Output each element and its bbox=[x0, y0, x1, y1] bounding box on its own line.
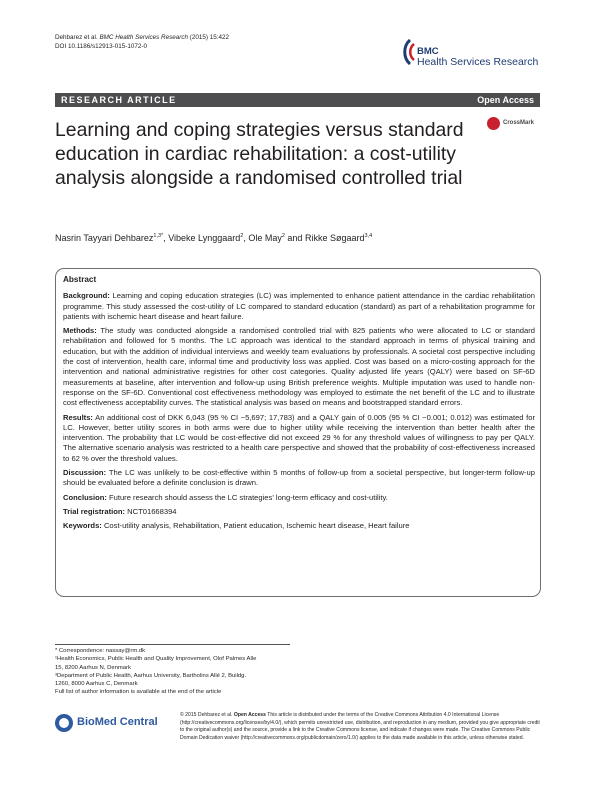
abstract-section-text: Cost-utility analysis, Rehabilitation, Patient education, Ischemic heart disease, Heart failure bbox=[101, 521, 410, 531]
logo-journal-name: Health Services Research bbox=[417, 56, 539, 68]
abstract-section-label: Results: bbox=[63, 412, 93, 422]
author-affiliation: 2 bbox=[281, 233, 285, 239]
logo-brand: BMC bbox=[417, 46, 439, 57]
author-name: Ole May bbox=[248, 233, 282, 243]
footnote-divider bbox=[55, 644, 290, 645]
abstract-section-label: Methods: bbox=[63, 326, 97, 336]
footnote-line: 1260, 8000 Aarhus C, Denmark bbox=[55, 681, 138, 688]
abstract-section bbox=[63, 468, 535, 489]
crossmark-label: CrossMark bbox=[503, 120, 535, 126]
abstract-box bbox=[55, 268, 541, 597]
author-separator: , bbox=[243, 233, 249, 243]
abstract-section-text: The study was conducted alongside a randomised controlled trial with 825 patients who were allocated to LC or standard rehabilitation and followed for 5 months. The LC approach was identical to the standard approach in terms of physical training and education, but with the addition of individual interviews and weekly team evaluations by professionals. A societal cost perspective including the cost of intervention, health care, informal time and productivity loss was applied. Cost was based on a micro-costing approach for the intervention and national administrative registries for other cost categories. Quality adjusted life years (QALY) were based on SF-6D measurements at baseline, after intervention and follow-up using British preference weights. Multiple imputation was used to handle non-response on the SF-6D. Conventional cost effectiveness methodology was employed to estimate the net benefit of the LC and to illustrate cost effectiveness acceptability curves. The statistical analysis was based on means and bootstrapped standard errors. bbox=[63, 326, 535, 408]
abstract-section-text: Learning and coping education strategies (LC) was implemented to enhance patient attendance in the cardiac rehabilitation programme. This study assessed the cost-utility of LC compared to standard education (standard) as part of a rehabilitation programme for patients with ischemic heart disease and heart failure. bbox=[63, 291, 535, 321]
footnote-line: ¹Health Economics, Public Health and Quality Improvement, Olof Palmes Alle bbox=[55, 656, 257, 663]
footnote-line: 15, 8200 Aarhus N, Denmark bbox=[55, 664, 131, 671]
license-statement bbox=[180, 712, 542, 743]
copyright-lead: © 2015 Dehbarez et al. bbox=[180, 712, 234, 718]
author-affiliation: 3,4 bbox=[364, 233, 373, 239]
author-name: Vibeke Lynggaard bbox=[168, 233, 241, 243]
abstract-section bbox=[63, 326, 535, 408]
abstract-section-text: The LC was unlikely to be cost-effective within 5 months of follow-up from a societal perspective, but longer-term follow-up should be evaluated before a definite conclusion is drawn. bbox=[63, 468, 535, 488]
citation-doi: DOI 10.1186/s12913-015-1072-0 bbox=[55, 43, 147, 50]
open-access-label: Open Access bbox=[477, 95, 534, 105]
abstract-section-text: NCT01668394 bbox=[125, 506, 177, 516]
abstract-section-label: Keywords: bbox=[63, 521, 102, 531]
article-type-banner bbox=[55, 93, 540, 107]
abstract-section bbox=[63, 493, 535, 503]
abstract-section-label: Background: bbox=[63, 291, 110, 301]
article-type: RESEARCH ARTICLE bbox=[61, 95, 177, 105]
abstract-heading: Abstract bbox=[63, 275, 97, 284]
journal-logo bbox=[400, 36, 545, 74]
citation-line1 bbox=[55, 33, 229, 42]
publisher-name: BioMed Central bbox=[77, 716, 158, 728]
abstract-section-text: Future research should assess the LC strategies' long-term efficacy and cost-utility. bbox=[106, 492, 388, 502]
footnote-line: Full list of author information is available at the end of the article bbox=[55, 689, 222, 696]
article-title: Learning and coping strategies versus standard education in cardiac rehabilitation: a cost-utility analysis alongside a randomised controlled trial bbox=[55, 119, 464, 189]
author-affiliation: 2 bbox=[240, 233, 244, 239]
biomed-central-icon bbox=[55, 714, 73, 732]
citation-authors: Dehbarez et al. bbox=[55, 34, 100, 41]
license-text: This article is distributed under the terms of the Creative Commons Attribution 4.0 International License (http://creativecommons.org/licenses/by/4.0/), which permits unrestricted use, distribution, and reproduction in any medium, provided you give appropriate credit to the original author(s) and the source, provide a link to the Creative Commons license, and indicate if changes were made. The Creative Commons Public Domain Dedication waiver (http://creativecommons.org/publicdomain/zero/1.0/) applies to the data made available in this article, unless otherwise stated. bbox=[180, 712, 540, 742]
citation-volume: (2015) 15:422 bbox=[188, 34, 229, 41]
abstract-section-label: Trial registration: bbox=[63, 506, 126, 516]
author-separator: , bbox=[163, 233, 169, 243]
crossmark-icon bbox=[487, 117, 500, 130]
citation-journal: BMC Health Services Research bbox=[99, 34, 189, 41]
footnote-line[interactable]: * Correspondence: nassay@rm.dk bbox=[55, 648, 146, 654]
abstract-section bbox=[63, 521, 535, 531]
footnotes bbox=[55, 647, 295, 697]
author-list bbox=[55, 233, 372, 243]
author-name: Nasrin Tayyari Dehbarez bbox=[55, 233, 154, 243]
citation bbox=[55, 33, 229, 51]
abstract-section-label: Discussion: bbox=[63, 468, 107, 478]
abstract-section-label: Conclusion: bbox=[63, 492, 107, 502]
abstract-section bbox=[63, 291, 535, 322]
publisher-logo bbox=[55, 713, 175, 733]
abstract-section bbox=[63, 507, 535, 517]
abstract-section-text: An additional cost of DKK 6,043 (95 % CI −5,697; 17,783) and a QALY gain of 0.005 (95 % CI −0.001; 0.012) was estimated for LC. However, better utility scores in both arms were due to higher utility while receiving the intervention than better health after the intervention. The probability that LC would be cost-effective did not exceed 29 % for any threshold values of willingness to pay per QALY. The alternative scenario analysis was restricted to a health care perspective and showed that the probability of cost-effectiveness increased to 62 % over the threshold values. bbox=[63, 412, 535, 463]
author-name: Rikke Søgaard bbox=[304, 233, 365, 243]
abstract-sections bbox=[63, 291, 535, 531]
crossmark-badge[interactable] bbox=[487, 117, 547, 131]
footnote-line: ³Department of Public Health, Aarhus University, Bartholins Allé 2, Buildg. bbox=[55, 672, 247, 679]
abstract-section bbox=[63, 413, 535, 464]
author-affiliation: 1,3* bbox=[153, 233, 164, 239]
author-separator: and bbox=[284, 233, 305, 243]
license-open-access: Open Access bbox=[233, 712, 266, 718]
